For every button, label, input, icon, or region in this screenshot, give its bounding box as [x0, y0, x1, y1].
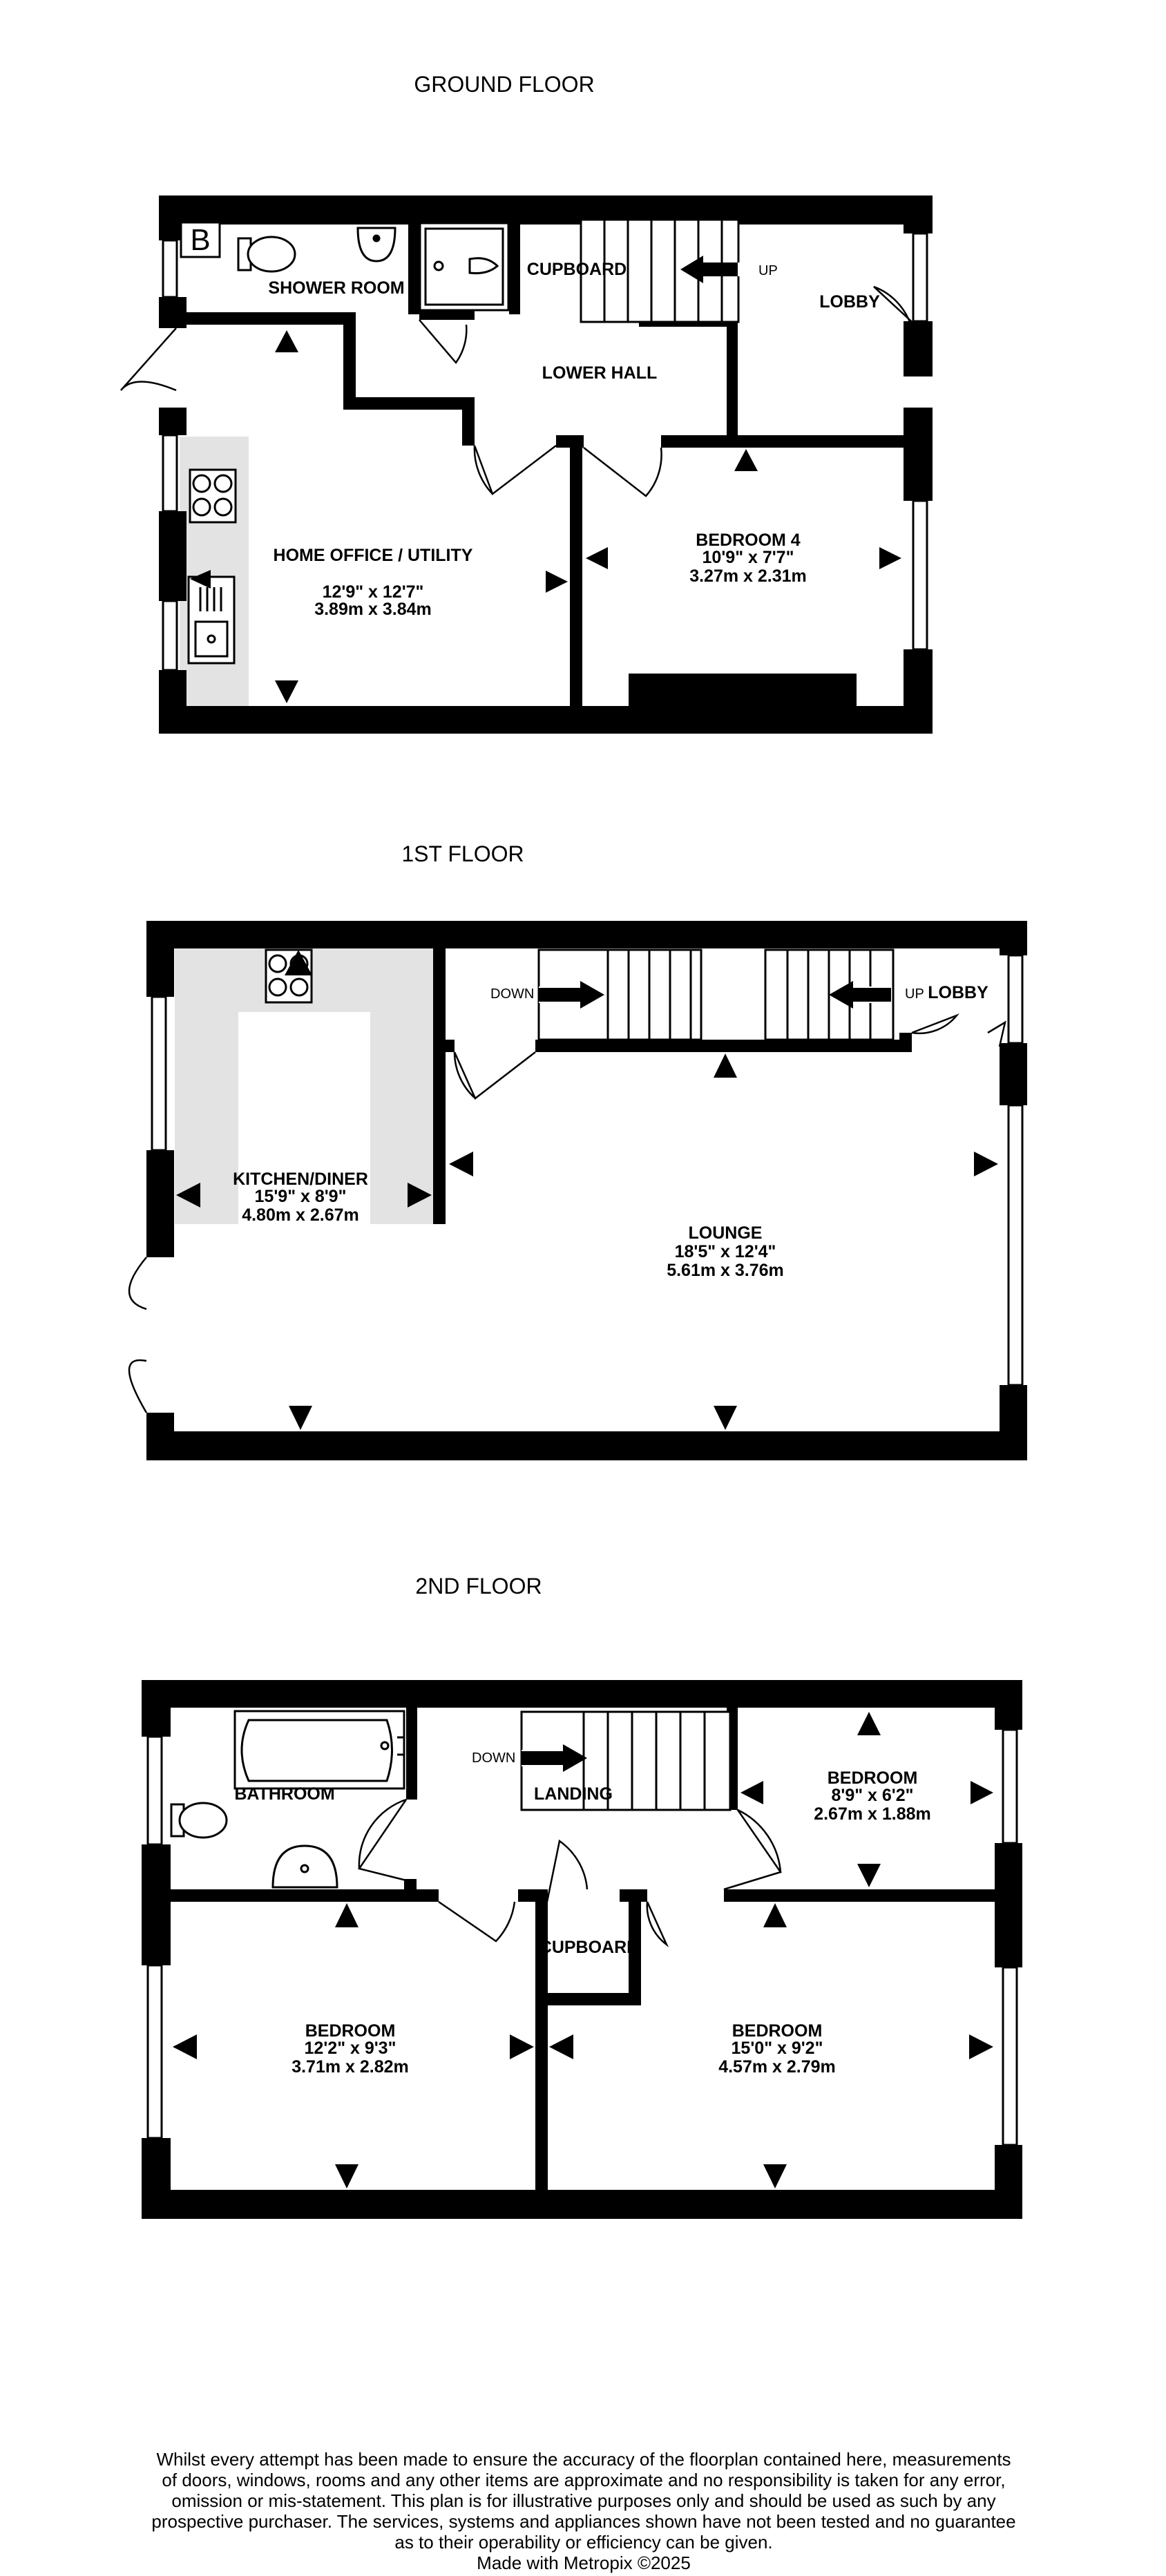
bedroom4-label: BEDROOM 4	[696, 531, 801, 550]
lounge-label: LOUNGE	[688, 1223, 763, 1243]
bedroom-b-label: BEDROOM	[305, 2021, 396, 2041]
first-lobby-label: LOBBY	[928, 983, 988, 1002]
windows	[163, 233, 927, 670]
dimension-arrows	[275, 330, 901, 703]
disclaimer-line: prospective purchaser. The services, systems and appliances shown have not been tested and no guarantee	[151, 2511, 1016, 2532]
landing-label: LANDING	[534, 1784, 613, 1804]
disclaimer-line: omission or mis-statement. This plan is for illustrative purposes only and should be used as such by any	[171, 2490, 996, 2511]
bedroom4-metric: 3.27m x 2.31m	[689, 566, 807, 586]
basin-icon	[273, 1846, 337, 1887]
disclaimer	[90, 2449, 1078, 2573]
second-floor-title: 2ND FLOOR	[415, 1574, 542, 1599]
sink-icon	[189, 577, 234, 663]
kitchen-metric: 4.80m x 2.67m	[242, 1205, 359, 1225]
disclaimer-line: Whilst every attempt has been made to ensure the accuracy of the floorplan contained here, measurements	[156, 2449, 1011, 2470]
bedroom-c-label: BEDROOM	[732, 2021, 823, 2041]
toilet-icon	[171, 1803, 227, 1838]
lower-hall-label: LOWER HALL	[542, 363, 658, 383]
stair-up-label: UP	[758, 263, 778, 278]
bedroom-a-metric: 2.67m x 1.88m	[814, 1804, 931, 1824]
hob-icon	[190, 470, 236, 522]
bedroom-b-metric: 3.71m x 2.82m	[292, 2057, 409, 2077]
dimension-arrows	[176, 1053, 998, 1430]
first-floor	[129, 841, 1027, 1460]
stair-up-label: UP	[905, 986, 924, 1002]
first-floor-title: 1ST FLOOR	[401, 841, 524, 866]
bath-icon	[235, 1711, 404, 1788]
boiler-label: B	[190, 223, 211, 257]
bedroom-a-imperial: 8'9" x 6'2"	[831, 1786, 914, 1805]
stairs	[490, 950, 924, 1040]
ground-cupboard-label: CUPBOARD	[526, 260, 627, 279]
home-office-imperial: 12'9" x 12'7"	[322, 582, 424, 602]
shower-room-label: SHOWER ROOM	[268, 278, 405, 298]
doors	[359, 1800, 781, 1945]
bedroom-b-imperial: 12'2" x 9'3"	[304, 2039, 396, 2058]
bedroom-c-metric: 4.57m x 2.79m	[718, 2057, 836, 2077]
bedroom4-imperial: 10'9" x 7'7"	[702, 548, 794, 567]
kitchen-imperial: 15'9" x 8'9"	[254, 1187, 347, 1206]
disclaimer-line: of doors, windows, rooms and any other items are approximate and no responsibility is taken for any error,	[162, 2470, 1006, 2490]
ground-floor-title: GROUND FLOOR	[414, 72, 595, 97]
disclaimer-line: as to their operability or efficiency can be given.	[394, 2532, 773, 2553]
lounge-imperial: 18'5" x 12'4"	[674, 1242, 776, 1261]
shower-tray-icon	[420, 223, 508, 310]
home-office-label: HOME OFFICE / UTILITY	[273, 546, 473, 565]
stair-down-label: DOWN	[472, 1750, 516, 1766]
bedroom-a-label: BEDROOM	[827, 1768, 918, 1788]
kitchen-label: KITCHEN/DINER	[233, 1170, 368, 1189]
ground-lobby-label: LOBBY	[819, 292, 880, 312]
basin-icon	[358, 228, 395, 261]
metropix-credit: Made with Metropix ©2025	[477, 2553, 691, 2573]
toilet-icon	[238, 237, 295, 271]
lounge-metric: 5.61m x 3.76m	[667, 1261, 784, 1280]
stair-down-label: DOWN	[490, 986, 535, 1002]
second-floor	[142, 1574, 1022, 2219]
hob-icon	[266, 950, 312, 1002]
ground-floor	[121, 72, 933, 734]
bedroom-c-imperial: 15'0" x 9'2"	[731, 2039, 823, 2058]
second-cupboard-label: CUPBOARD	[539, 1938, 640, 1957]
bathroom-label: BATHROOM	[234, 1784, 335, 1804]
home-office-metric: 3.89m x 3.84m	[314, 600, 432, 619]
